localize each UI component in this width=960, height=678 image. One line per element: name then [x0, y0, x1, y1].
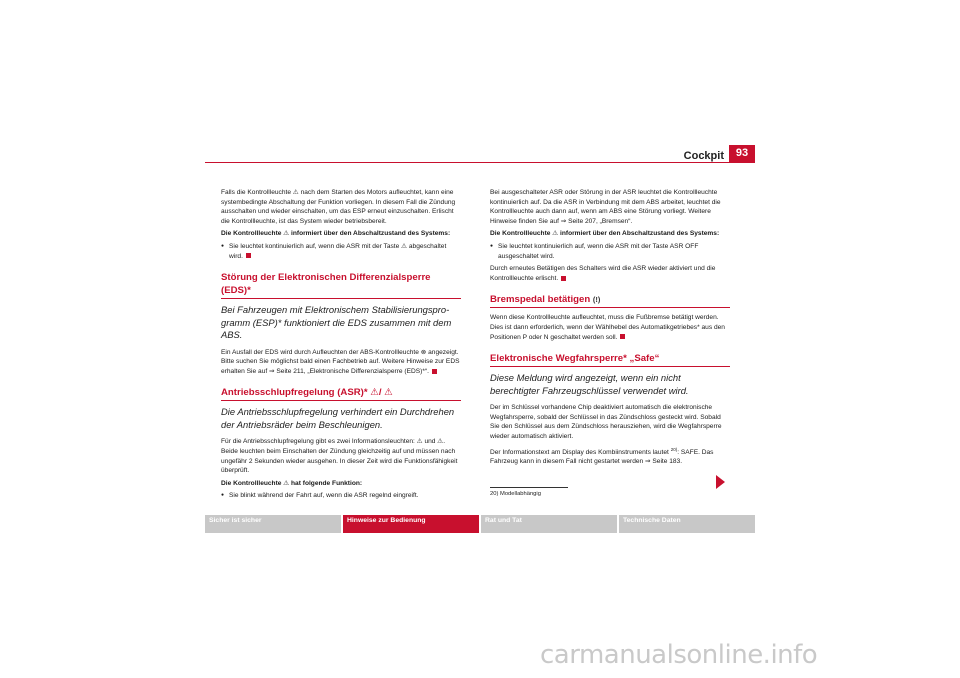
label: Die Kontrollleuchte ⚠ informiert über den Abschaltzustand des Systems:: [490, 230, 720, 238]
paragraph: Durch erneutes Betätigen des Schalters wird die ASR wieder aktiviert und die Kontrollleuchte erlischt.: [490, 265, 716, 282]
heading-eds: Störung der Elektronischen Differenzialsperre (EDS)*: [221, 272, 431, 297]
footnote: 20) Modellabhängig: [490, 491, 541, 497]
next-page-arrow-icon[interactable]: [716, 475, 725, 489]
paragraph: Wenn diese Kontrollleuchte aufleuchtet, muss die Fußbremse betätigt werden. Dies ist dann erforderlich, wenn der Wählhebel des Automatikgetriebes* aus den Positionen P oder N geschaltet werden soll.: [490, 314, 725, 341]
paragraph: Ein Ausfall der EDS wird durch Aufleuchten der ABS-Kontrollleuchte ⊗ angezeigt. Bitte suchen Sie möglichst bald einen Fachbetrieb auf. Weitere Hinweise zur EDS erhalten Sie auf ⇒ Seite 211, „Elektronische Differenzialsperre (EDS)*“.: [221, 348, 460, 375]
bullet-item: ● Sie blinkt während der Fahrt auf, wenn die ASR regelnd eingreift.: [221, 491, 461, 501]
paragraph: Bei ausgeschalteter ASR oder Störung in der ASR leuchtet die Kontrollleuchte kontinuierlich auf. Da die ASR in Verbindung mit dem ABS arbeitet, leuchtet die Kontrollleuchte auch dann auf, wenn am ABS eine Störung vorliegt. Weitere Hinweise finden Sie auf ⇒ Seite 207, „Bremsen“.: [490, 189, 721, 225]
heading-rule: [221, 400, 461, 401]
bullet-item: ● Sie leuchtet kontinuierlich auf, wenn die ASR mit der Taste ASR OFF ausgeschaltet wird.: [490, 242, 730, 261]
page-number: 93: [729, 145, 755, 162]
heading-rule: [490, 307, 730, 308]
heading-asr: Antriebsschlupfregelung (ASR)* ⚠/ ⚠: [221, 387, 393, 399]
end-marker-icon: [620, 334, 625, 339]
left-column: [221, 188, 461, 504]
heading-safe: Elektronische Wegfahrsperre* „Safe“: [490, 353, 660, 365]
end-marker-icon: [246, 253, 251, 258]
paragraph: Der im Schlüssel vorhandene Chip deaktiviert automatisch die elektronische Wegfahrsperre, sobald der Schlüssel in das Zündschloss gesteckt wird. Sobald Sie den Schlüssel aus dem Zündschloss herausziehen, wird die Wegfahrsperre wieder automatisch aktiviert.: [490, 404, 722, 440]
heading-brake: Bremspedal betätigen (!): [490, 294, 601, 306]
right-column: [490, 188, 730, 470]
page-section-title: Cockpit: [683, 150, 724, 162]
heading-rule: [221, 298, 461, 299]
tab-sicher-ist-sicher[interactable]: Sicher ist sicher: [205, 515, 341, 533]
footnote-rule: [490, 487, 568, 488]
lead-text: Die Antriebsschlupfregelung verhindert ein Durchdrehen der Antriebsräder beim Beschleunigen.: [221, 406, 455, 430]
paragraph: Der Informationstext am Display des Kombiinstruments lautet $^{20)}$: SAFE. Das Fahrzeug kann in diesem Fall nicht gestartet werden ⇒ Seite 183.: [490, 446, 714, 466]
label: Die Kontrollleuchte ⚠ informiert über den Abschaltzustand des Systems:: [221, 230, 451, 238]
tab-rat-und-tat[interactable]: Rat und Tat: [481, 515, 617, 533]
end-marker-icon: [432, 369, 437, 374]
footnote-ref: 20): [670, 446, 678, 452]
paragraph: Falls die Kontrollleuchte ⚠ nach dem Starten des Motors aufleuchtet, kann eine systembedingte Abschaltung der Funktion vorliegen. In diesem Fall die Zündung ausschalten und wieder einschalten, um das ESP erneut einzuschalten. Erlischt die Kontrollleuchte, ist das System wieder betriebsbereit.: [221, 189, 456, 225]
paragraph: Für die Antriebsschlupfregelung gibt es zwei Informationsleuchten: ⚠ und ⚠. Beide leuchten beim Einschalten der Zündung gleichzeitig auf und müssen nach ungefähr 2 Sekunden wieder ausgehen. In dieser Zeit wird die Funktionsfähigkeit überprüft.: [221, 438, 458, 475]
tab-technische-daten[interactable]: Technische Daten: [619, 515, 755, 533]
brake-warning-icon: (!): [592, 295, 601, 305]
watermark: carmanualsonline.info: [540, 640, 818, 670]
lead-text: Bei Fahrzeugen mit Elektronischem Stabilisierungsprogramm (ESP)* funktioniert die EDS zusammen mit dem ABS.: [221, 304, 452, 341]
bullet-item: ● Sie leuchtet kontinuierlich auf, wenn die ASR mit der Taste ⚠ abgeschaltet wird.: [221, 242, 461, 261]
lead-text: Diese Meldung wird angezeigt, wenn ein nicht berechtigter Fahrzeugschlüssel verwendet wird.: [490, 372, 689, 396]
label: Die Kontrollleuchte ⚠ hat folgende Funktion:: [221, 479, 363, 487]
header-rule: [205, 162, 755, 163]
heading-rule: [490, 366, 730, 367]
tab-hinweise-zur-bedienung[interactable]: Hinweise zur Bedienung: [343, 515, 479, 533]
end-marker-icon: [561, 276, 566, 281]
